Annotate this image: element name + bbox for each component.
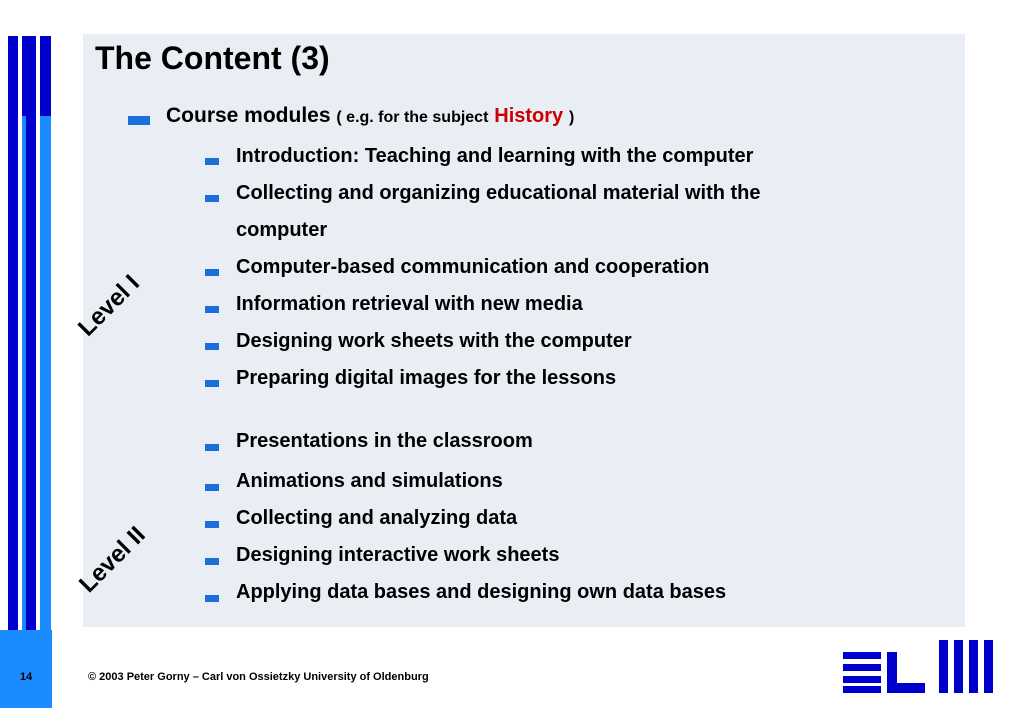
heading-paren-close: ): [569, 109, 575, 126]
list-item-continuation: computer: [236, 219, 328, 241]
university-logo-icon: [843, 638, 1003, 694]
list-item: Applying data bases and designing own data bases: [236, 581, 727, 603]
list-item: Collecting and analyzing data: [236, 507, 518, 529]
bullet-icon: [205, 444, 219, 451]
heading-main: Course modules: [166, 104, 331, 127]
bullet-icon: [205, 558, 219, 565]
slide-title: The Content (3): [95, 40, 330, 76]
page-number: 14: [20, 671, 33, 683]
bullet-icon: [205, 269, 219, 276]
list-item: Information retrieval with new media: [236, 293, 583, 315]
section-heading: [166, 104, 574, 128]
bullet-icon: [128, 116, 150, 125]
level-two-label: Level II: [74, 521, 151, 598]
level-one-label: Level I: [73, 269, 145, 342]
bullet-icon: [205, 343, 219, 350]
list-item: Introduction: Teaching and learning with the computer: [236, 145, 754, 167]
heading-paren-open: ( e.g. for the subject: [336, 109, 489, 126]
list-item: Designing interactive work sheets: [236, 544, 560, 566]
heading-highlight: History: [494, 105, 564, 127]
footer-copyright: © 2003 Peter Gorny – Carl von Ossietzky University of Oldenburg: [88, 671, 429, 683]
bullet-icon: [205, 595, 219, 602]
bullet-icon: [205, 484, 219, 491]
bullet-icon: [205, 380, 219, 387]
bullet-icon: [205, 158, 219, 165]
list-item: Collecting and organizing educational material with the: [236, 182, 761, 204]
bullet-icon: [205, 521, 219, 528]
list-item: Designing work sheets with the computer: [236, 330, 632, 352]
list-item: Presentations in the classroom: [236, 430, 533, 452]
list-item: Preparing digital images for the lessons: [236, 367, 617, 389]
list-item: Animations and simulations: [236, 470, 503, 492]
bullet-icon: [205, 306, 219, 313]
bullet-icon: [205, 195, 219, 202]
list-item: Computer-based communication and cooperation: [236, 256, 710, 278]
